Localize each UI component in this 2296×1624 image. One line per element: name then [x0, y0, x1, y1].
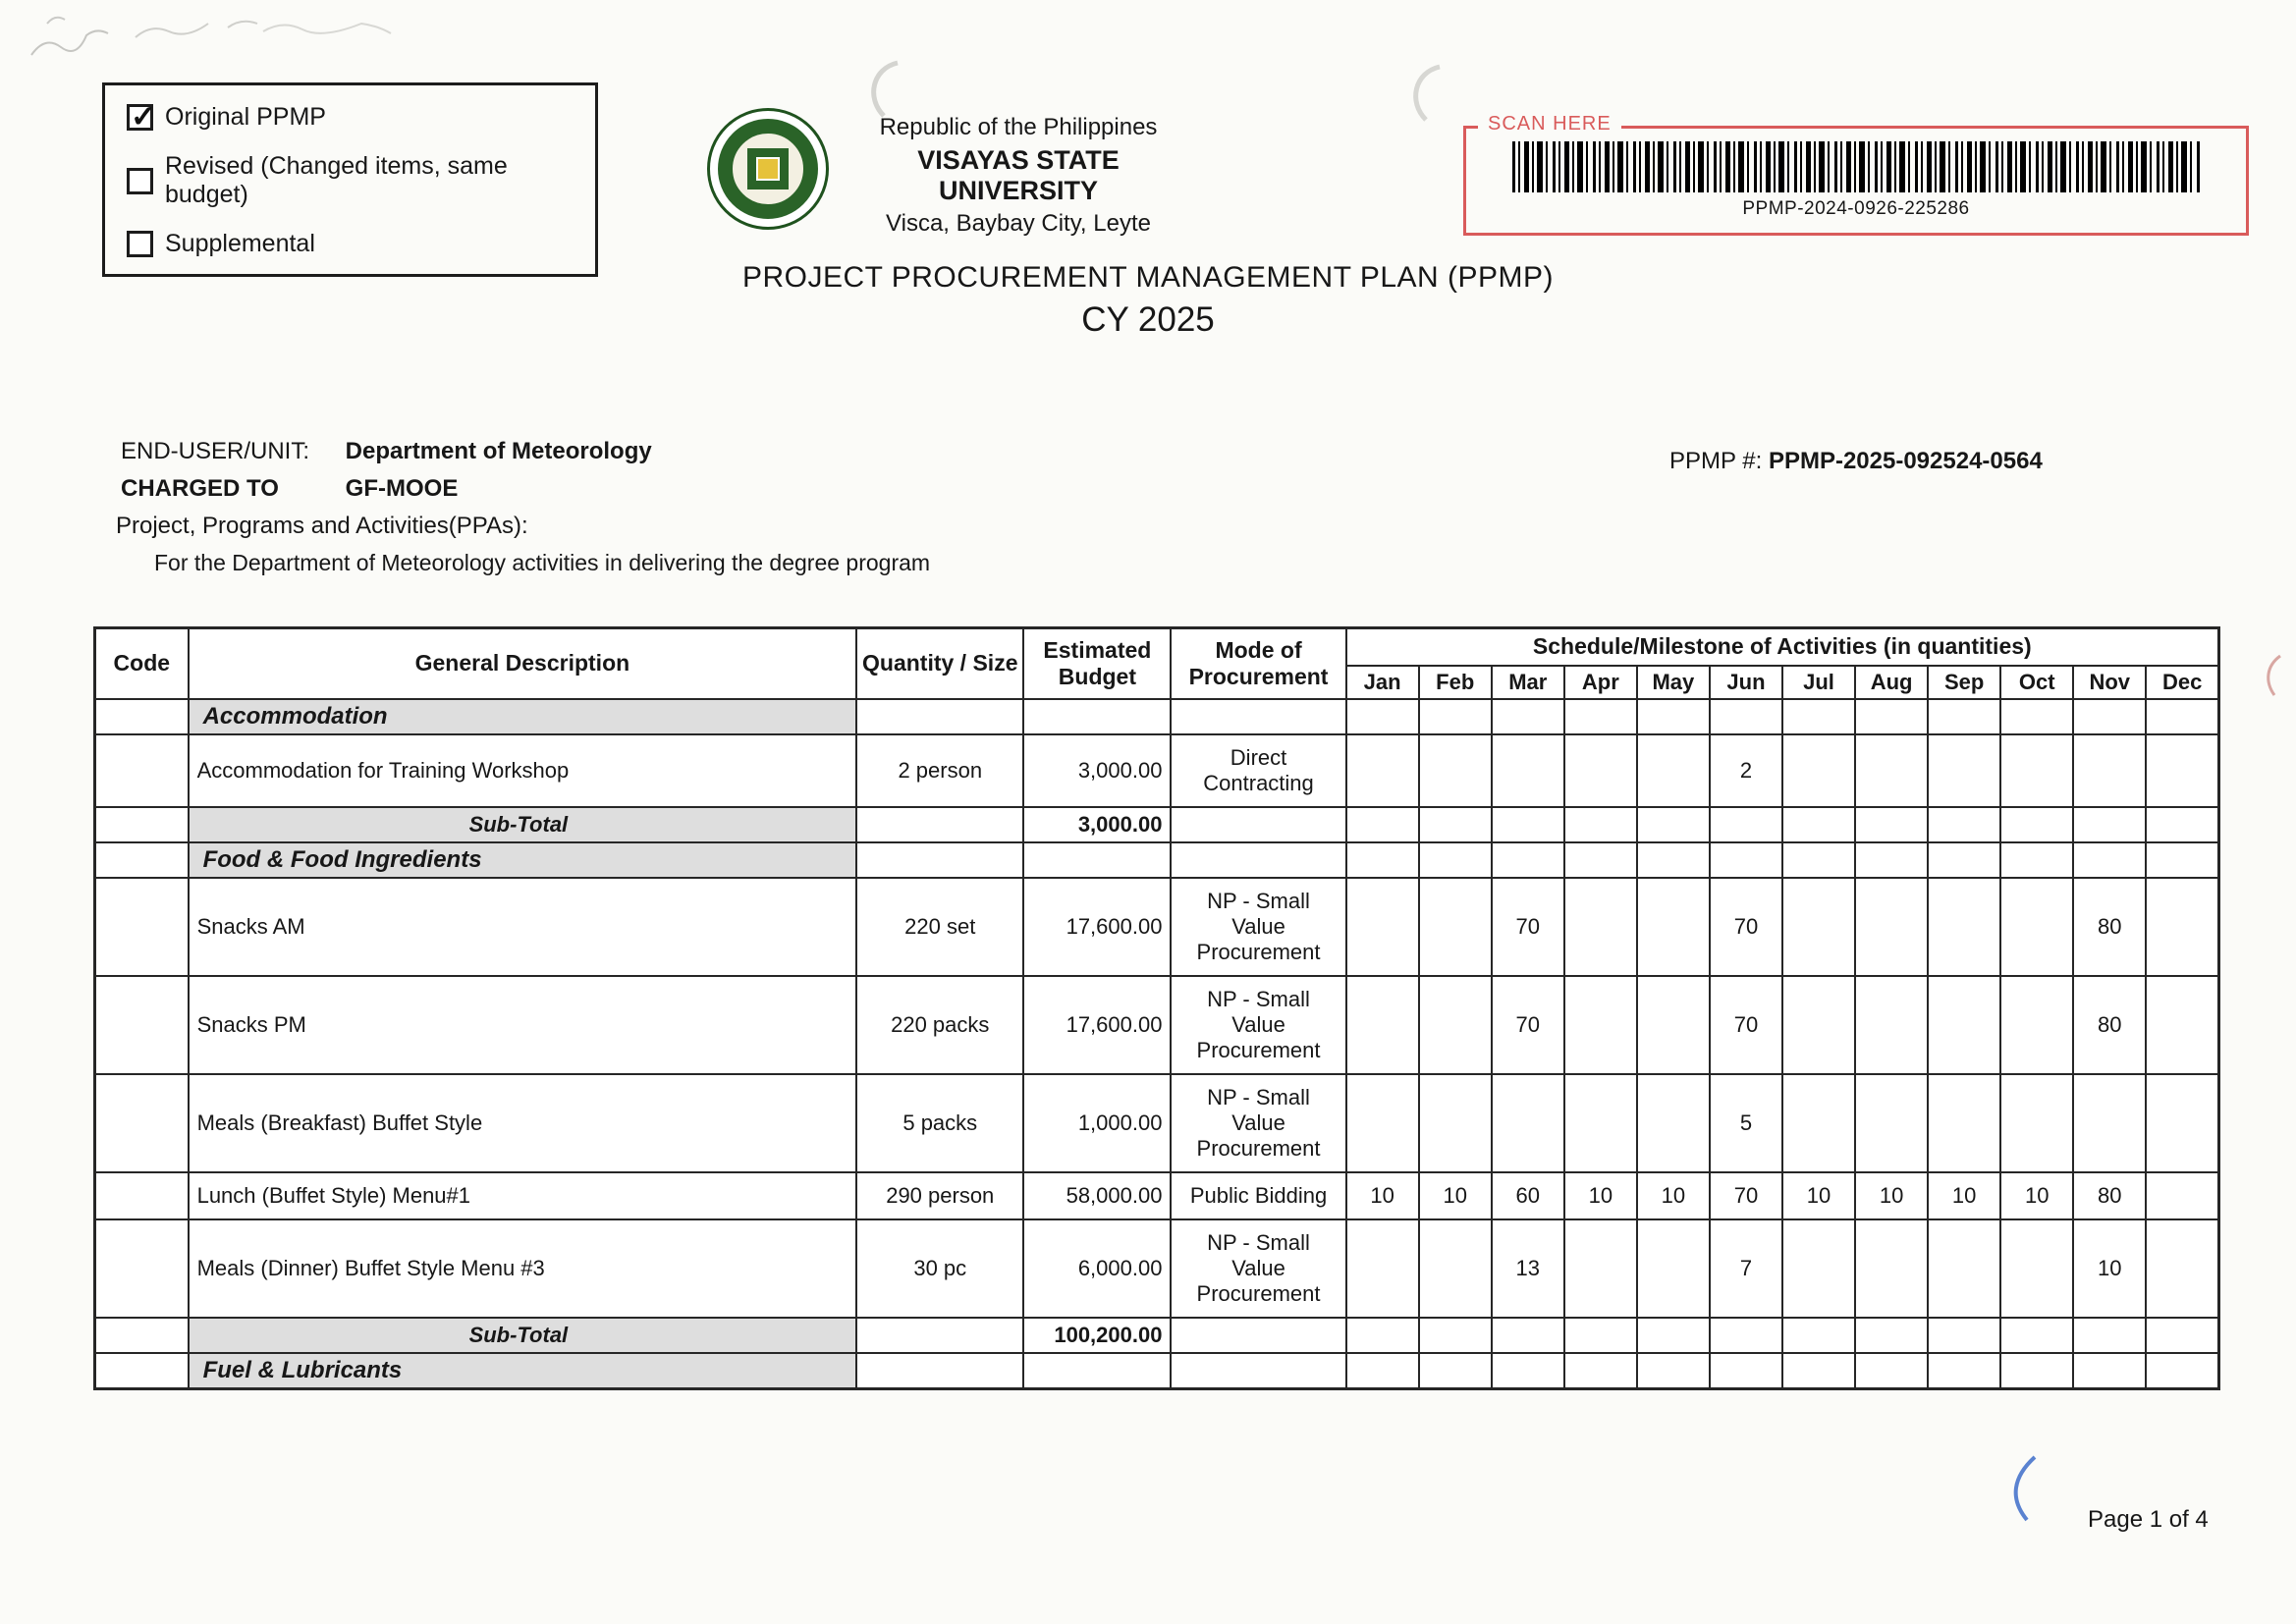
cell-budget: 17,600.00	[1023, 976, 1171, 1074]
cell-code	[95, 807, 189, 842]
cell-month-may	[1637, 1074, 1710, 1172]
month-header-sep: Sep	[1928, 666, 2000, 699]
cell-description: Accommodation for Training Workshop	[189, 734, 857, 807]
cell-month-sep	[1928, 1219, 2000, 1318]
cell-quantity	[856, 807, 1023, 842]
cell-month-jun: 7	[1710, 1219, 1782, 1318]
barcode-number: PPMP-2024-0926-225286	[1742, 198, 1970, 219]
cell-month-mar: 60	[1492, 1172, 1564, 1219]
cell-month-jun	[1710, 1318, 1782, 1353]
section-row	[95, 699, 2219, 734]
month-header-jan: Jan	[1346, 666, 1419, 699]
table-row	[95, 1219, 2219, 1318]
header-mode: Mode of Procurement	[1171, 628, 1345, 699]
university-address: Visca, Baybay City, Leyte	[886, 210, 1151, 237]
cell-month-jan	[1346, 699, 1419, 734]
cell-month-apr	[1564, 734, 1637, 807]
blue-pen-mark	[1995, 1451, 2050, 1528]
cell-month-jan	[1346, 842, 1419, 878]
cell-month-may	[1637, 878, 1710, 976]
cell-description: Sub-Total	[189, 1318, 857, 1353]
letterhead	[837, 114, 1200, 238]
cell-month-jul	[1782, 1353, 1855, 1389]
paper-curl-artifact	[1394, 61, 1453, 130]
cell-month-aug: 10	[1855, 1172, 1928, 1219]
cell-month-dec	[2146, 1219, 2218, 1318]
cell-month-oct	[2000, 878, 2073, 976]
table-row	[95, 1172, 2219, 1219]
cell-description: Food & Food Ingredients	[189, 842, 857, 878]
cell-month-oct	[2000, 976, 2073, 1074]
cell-month-feb	[1419, 976, 1492, 1074]
checkbox-label-supplemental: Supplemental	[165, 230, 315, 257]
cell-month-apr	[1564, 807, 1637, 842]
cell-month-mar	[1492, 842, 1564, 878]
month-header-jun: Jun	[1710, 666, 1782, 699]
cell-month-dec	[2146, 699, 2218, 734]
document-year: CY 2025	[1081, 300, 1215, 339]
cell-month-feb	[1419, 842, 1492, 878]
cell-month-aug	[1855, 1353, 1928, 1389]
cell-code	[95, 734, 189, 807]
cell-month-aug	[1855, 1318, 1928, 1353]
cell-code	[95, 1318, 189, 1353]
checkbox-original-ppmp	[127, 104, 153, 131]
cell-month-mar: 70	[1492, 976, 1564, 1074]
cell-month-sep	[1928, 842, 2000, 878]
checkbox-supplemental	[127, 231, 153, 257]
cell-month-apr	[1564, 976, 1637, 1074]
cell-month-aug	[1855, 1219, 1928, 1318]
ppmp-table	[93, 626, 2220, 1390]
cell-budget	[1023, 842, 1171, 878]
cell-month-aug	[1855, 842, 1928, 878]
cell-month-jan	[1346, 1074, 1419, 1172]
cell-code	[95, 878, 189, 976]
month-header-feb: Feb	[1419, 666, 1492, 699]
cell-code	[95, 699, 189, 734]
cell-month-oct	[2000, 1318, 2073, 1353]
cell-mode: NP - Small Value Procurement	[1171, 1074, 1345, 1172]
cell-month-feb	[1419, 1318, 1492, 1353]
cell-month-oct	[2000, 1353, 2073, 1389]
cell-month-sep: 10	[1928, 1172, 2000, 1219]
cell-month-sep	[1928, 734, 2000, 807]
cell-budget: 6,000.00	[1023, 1219, 1171, 1318]
cell-month-jun: 2	[1710, 734, 1782, 807]
month-header-apr: Apr	[1564, 666, 1637, 699]
cell-month-jan	[1346, 807, 1419, 842]
cell-budget: 3,000.00	[1023, 734, 1171, 807]
cell-month-sep	[1928, 1353, 2000, 1389]
cell-month-mar	[1492, 1074, 1564, 1172]
cell-month-feb	[1419, 807, 1492, 842]
cell-month-jul	[1782, 699, 1855, 734]
cell-month-oct: 10	[2000, 1172, 2073, 1219]
cell-month-aug	[1855, 699, 1928, 734]
cell-month-oct	[2000, 734, 2073, 807]
cell-month-nov: 80	[2073, 976, 2146, 1074]
cell-budget: 100,200.00	[1023, 1318, 1171, 1353]
table-row	[95, 734, 2219, 807]
cell-month-oct	[2000, 807, 2073, 842]
cell-month-jun: 5	[1710, 1074, 1782, 1172]
table-body	[95, 699, 2219, 1389]
charged-to-label: CHARGED TO	[121, 475, 279, 502]
cell-month-dec	[2146, 1318, 2218, 1353]
month-header-dec: Dec	[2146, 666, 2218, 699]
cell-month-dec	[2146, 878, 2218, 976]
cell-month-may	[1637, 842, 1710, 878]
cell-month-mar: 13	[1492, 1219, 1564, 1318]
cell-description: Snacks PM	[189, 976, 857, 1074]
cell-month-feb	[1419, 699, 1492, 734]
charged-to-value: GF-MOOE	[345, 475, 459, 502]
cell-month-dec	[2146, 807, 2218, 842]
cell-budget: 3,000.00	[1023, 807, 1171, 842]
cell-month-feb	[1419, 1353, 1492, 1389]
cell-month-feb	[1419, 734, 1492, 807]
cell-month-jul	[1782, 734, 1855, 807]
cell-month-nov	[2073, 842, 2146, 878]
cell-month-jan: 10	[1346, 1172, 1419, 1219]
cell-month-jun: 70	[1710, 976, 1782, 1074]
cell-month-may: 10	[1637, 1172, 1710, 1219]
subtotal-row	[95, 1318, 2219, 1353]
table-row	[95, 878, 2219, 976]
cell-month-nov	[2073, 1353, 2146, 1389]
ppmp-number-row	[1669, 448, 2043, 475]
ppmp-type-panel	[102, 82, 598, 277]
cell-mode: Direct Contracting	[1171, 734, 1345, 807]
cell-month-feb	[1419, 878, 1492, 976]
charged-to-row	[121, 475, 458, 503]
seal-emblem	[747, 148, 789, 189]
cell-month-jun: 70	[1710, 1172, 1782, 1219]
cell-month-jul	[1782, 1074, 1855, 1172]
cell-description: Accommodation	[189, 699, 857, 734]
cell-month-jul	[1782, 807, 1855, 842]
checkbox-label-original: Original PPMP	[165, 103, 326, 131]
cell-month-feb	[1419, 1219, 1492, 1318]
cell-month-jan	[1346, 976, 1419, 1074]
cell-budget	[1023, 1353, 1171, 1389]
cell-quantity: 30 pc	[856, 1219, 1023, 1318]
month-header-oct: Oct	[2000, 666, 2073, 699]
cell-month-aug	[1855, 878, 1928, 976]
cell-month-oct	[2000, 699, 2073, 734]
cell-code	[95, 1074, 189, 1172]
cell-month-may	[1637, 1318, 1710, 1353]
cell-month-dec	[2146, 734, 2218, 807]
cell-month-jun	[1710, 842, 1782, 878]
cell-month-mar	[1492, 699, 1564, 734]
header-budget: Estimated Budget	[1023, 628, 1171, 699]
cell-code	[95, 1172, 189, 1219]
cell-month-mar: 70	[1492, 878, 1564, 976]
ppmp-number-label: PPMP #:	[1669, 448, 1763, 474]
cell-month-aug	[1855, 1074, 1928, 1172]
cell-month-apr	[1564, 842, 1637, 878]
cell-quantity: 220 packs	[856, 976, 1023, 1074]
cell-month-sep	[1928, 699, 2000, 734]
cell-month-mar	[1492, 1353, 1564, 1389]
cell-description: Sub-Total	[189, 807, 857, 842]
end-user-value: Department of Meteorology	[345, 438, 652, 464]
cell-mode	[1171, 1353, 1345, 1389]
cell-month-jan	[1346, 1353, 1419, 1389]
cell-month-mar	[1492, 734, 1564, 807]
cell-month-apr	[1564, 1219, 1637, 1318]
ppas-description: For the Department of Meteorology activities in delivering the degree program	[154, 550, 931, 575]
cell-mode: NP - Small Value Procurement	[1171, 976, 1345, 1074]
cell-month-sep	[1928, 1318, 2000, 1353]
cell-description: Snacks AM	[189, 878, 857, 976]
cell-month-apr	[1564, 699, 1637, 734]
cell-month-feb	[1419, 1074, 1492, 1172]
cell-description: Meals (Breakfast) Buffet Style	[189, 1074, 857, 1172]
cell-month-dec	[2146, 842, 2218, 878]
cell-month-jan	[1346, 734, 1419, 807]
cell-month-sep	[1928, 807, 2000, 842]
university-seal-logo	[707, 108, 829, 230]
cell-budget: 17,600.00	[1023, 878, 1171, 976]
cell-month-nov: 80	[2073, 1172, 2146, 1219]
cell-mode: Public Bidding	[1171, 1172, 1345, 1219]
checkbox-row-supplemental	[127, 230, 595, 258]
cell-description: Lunch (Buffet Style) Menu#1	[189, 1172, 857, 1219]
document-title: PROJECT PROCUREMENT MANAGEMENT PLAN (PPMP)	[741, 261, 1555, 294]
cell-month-jan	[1346, 1219, 1419, 1318]
cell-quantity	[856, 1318, 1023, 1353]
cell-mode	[1171, 699, 1345, 734]
cell-month-jan	[1346, 1318, 1419, 1353]
table-row	[95, 976, 2219, 1074]
subtotal-row	[95, 807, 2219, 842]
cell-month-jul	[1782, 878, 1855, 976]
cell-month-nov: 80	[2073, 878, 2146, 976]
cell-month-apr	[1564, 1318, 1637, 1353]
ppmp-number-value: PPMP-2025-092524-0564	[1768, 448, 2043, 474]
cell-month-sep	[1928, 1074, 2000, 1172]
checkbox-row-revised	[127, 152, 595, 209]
cell-month-apr: 10	[1564, 1172, 1637, 1219]
header-quantity: Quantity / Size	[856, 628, 1023, 699]
edge-pen-mark	[2257, 652, 2290, 701]
scan-here-label: SCAN HERE	[1478, 113, 1621, 135]
cell-month-sep	[1928, 878, 2000, 976]
cell-month-nov	[2073, 1074, 2146, 1172]
cell-code	[95, 1353, 189, 1389]
cell-code	[95, 842, 189, 878]
cell-month-dec	[2146, 1353, 2218, 1389]
section-row	[95, 842, 2219, 878]
cell-month-jul	[1782, 842, 1855, 878]
month-header-jul: Jul	[1782, 666, 1855, 699]
cell-month-dec	[2146, 976, 2218, 1074]
cell-quantity: 220 set	[856, 878, 1023, 976]
cell-month-jul	[1782, 1219, 1855, 1318]
cell-month-oct	[2000, 1219, 2073, 1318]
cell-month-mar	[1492, 807, 1564, 842]
cell-quantity: 2 person	[856, 734, 1023, 807]
checkbox-revised	[127, 168, 153, 194]
cell-month-jun	[1710, 699, 1782, 734]
cell-quantity: 290 person	[856, 1172, 1023, 1219]
checkbox-row-original	[127, 103, 595, 132]
pen-scribble-artifact	[18, 4, 440, 82]
cell-month-may	[1637, 1353, 1710, 1389]
end-user-row	[121, 438, 652, 465]
cell-month-may	[1637, 734, 1710, 807]
cell-month-jun	[1710, 807, 1782, 842]
end-user-label: END-USER/UNIT:	[121, 438, 310, 464]
cell-budget: 1,000.00	[1023, 1074, 1171, 1172]
cell-mode	[1171, 842, 1345, 878]
header-schedule: Schedule/Milestone of Activities (in quantities)	[1346, 628, 2219, 666]
cell-month-aug	[1855, 807, 1928, 842]
cell-mode: NP - Small Value Procurement	[1171, 878, 1345, 976]
header-row-main	[95, 628, 2219, 666]
checkbox-label-revised: Revised (Changed items, same budget)	[165, 152, 508, 208]
cell-month-nov	[2073, 734, 2146, 807]
cell-month-jul	[1782, 1318, 1855, 1353]
cell-quantity	[856, 842, 1023, 878]
header-code: Code	[95, 628, 189, 699]
cell-mode	[1171, 807, 1345, 842]
cell-description: Fuel & Lubricants	[189, 1353, 857, 1389]
cell-month-aug	[1855, 976, 1928, 1074]
page-number: Page 1 of 4	[2088, 1506, 2209, 1533]
cell-quantity	[856, 1353, 1023, 1389]
header-description: General Description	[189, 628, 857, 699]
ppas-label: Project, Programs and Activities(PPAs):	[116, 513, 528, 539]
cell-mode	[1171, 1318, 1345, 1353]
cell-mode: NP - Small Value Procurement	[1171, 1219, 1345, 1318]
table-header	[95, 628, 2219, 699]
cell-month-jul	[1782, 976, 1855, 1074]
cell-month-jun	[1710, 1353, 1782, 1389]
cell-month-may	[1637, 976, 1710, 1074]
cell-budget: 58,000.00	[1023, 1172, 1171, 1219]
seal-ring	[718, 119, 818, 219]
cell-month-nov	[2073, 1318, 2146, 1353]
cell-month-nov	[2073, 807, 2146, 842]
cell-month-oct	[2000, 1074, 2073, 1172]
cell-month-jan	[1346, 878, 1419, 976]
cell-month-may	[1637, 807, 1710, 842]
cell-month-feb: 10	[1419, 1172, 1492, 1219]
cell-code	[95, 976, 189, 1074]
cell-month-apr	[1564, 1074, 1637, 1172]
cell-month-jun: 70	[1710, 878, 1782, 976]
cell-month-sep	[1928, 976, 2000, 1074]
scan-here-box	[1463, 113, 2249, 236]
cell-month-dec	[2146, 1074, 2218, 1172]
cell-month-jul: 10	[1782, 1172, 1855, 1219]
republic-line: Republic of the Philippines	[879, 114, 1158, 140]
cell-month-dec	[2146, 1172, 2218, 1219]
cell-month-apr	[1564, 878, 1637, 976]
section-row	[95, 1353, 2219, 1389]
cell-month-oct	[2000, 842, 2073, 878]
month-header-nov: Nov	[2073, 666, 2146, 699]
cell-quantity	[856, 699, 1023, 734]
cell-month-mar	[1492, 1318, 1564, 1353]
cell-code	[95, 1219, 189, 1318]
cell-month-aug	[1855, 734, 1928, 807]
university-name: VISAYAS STATE UNIVERSITY	[917, 145, 1120, 205]
cell-budget	[1023, 699, 1171, 734]
month-header-mar: Mar	[1492, 666, 1564, 699]
cell-month-nov: 10	[2073, 1219, 2146, 1318]
cell-description: Meals (Dinner) Buffet Style Menu #3	[189, 1219, 857, 1318]
month-header-may: May	[1637, 666, 1710, 699]
barcode	[1512, 141, 2200, 192]
cell-month-may	[1637, 1219, 1710, 1318]
month-header-aug: Aug	[1855, 666, 1928, 699]
table-row	[95, 1074, 2219, 1172]
cell-quantity: 5 packs	[856, 1074, 1023, 1172]
cell-month-apr	[1564, 1353, 1637, 1389]
cell-month-nov	[2073, 699, 2146, 734]
cell-month-may	[1637, 699, 1710, 734]
